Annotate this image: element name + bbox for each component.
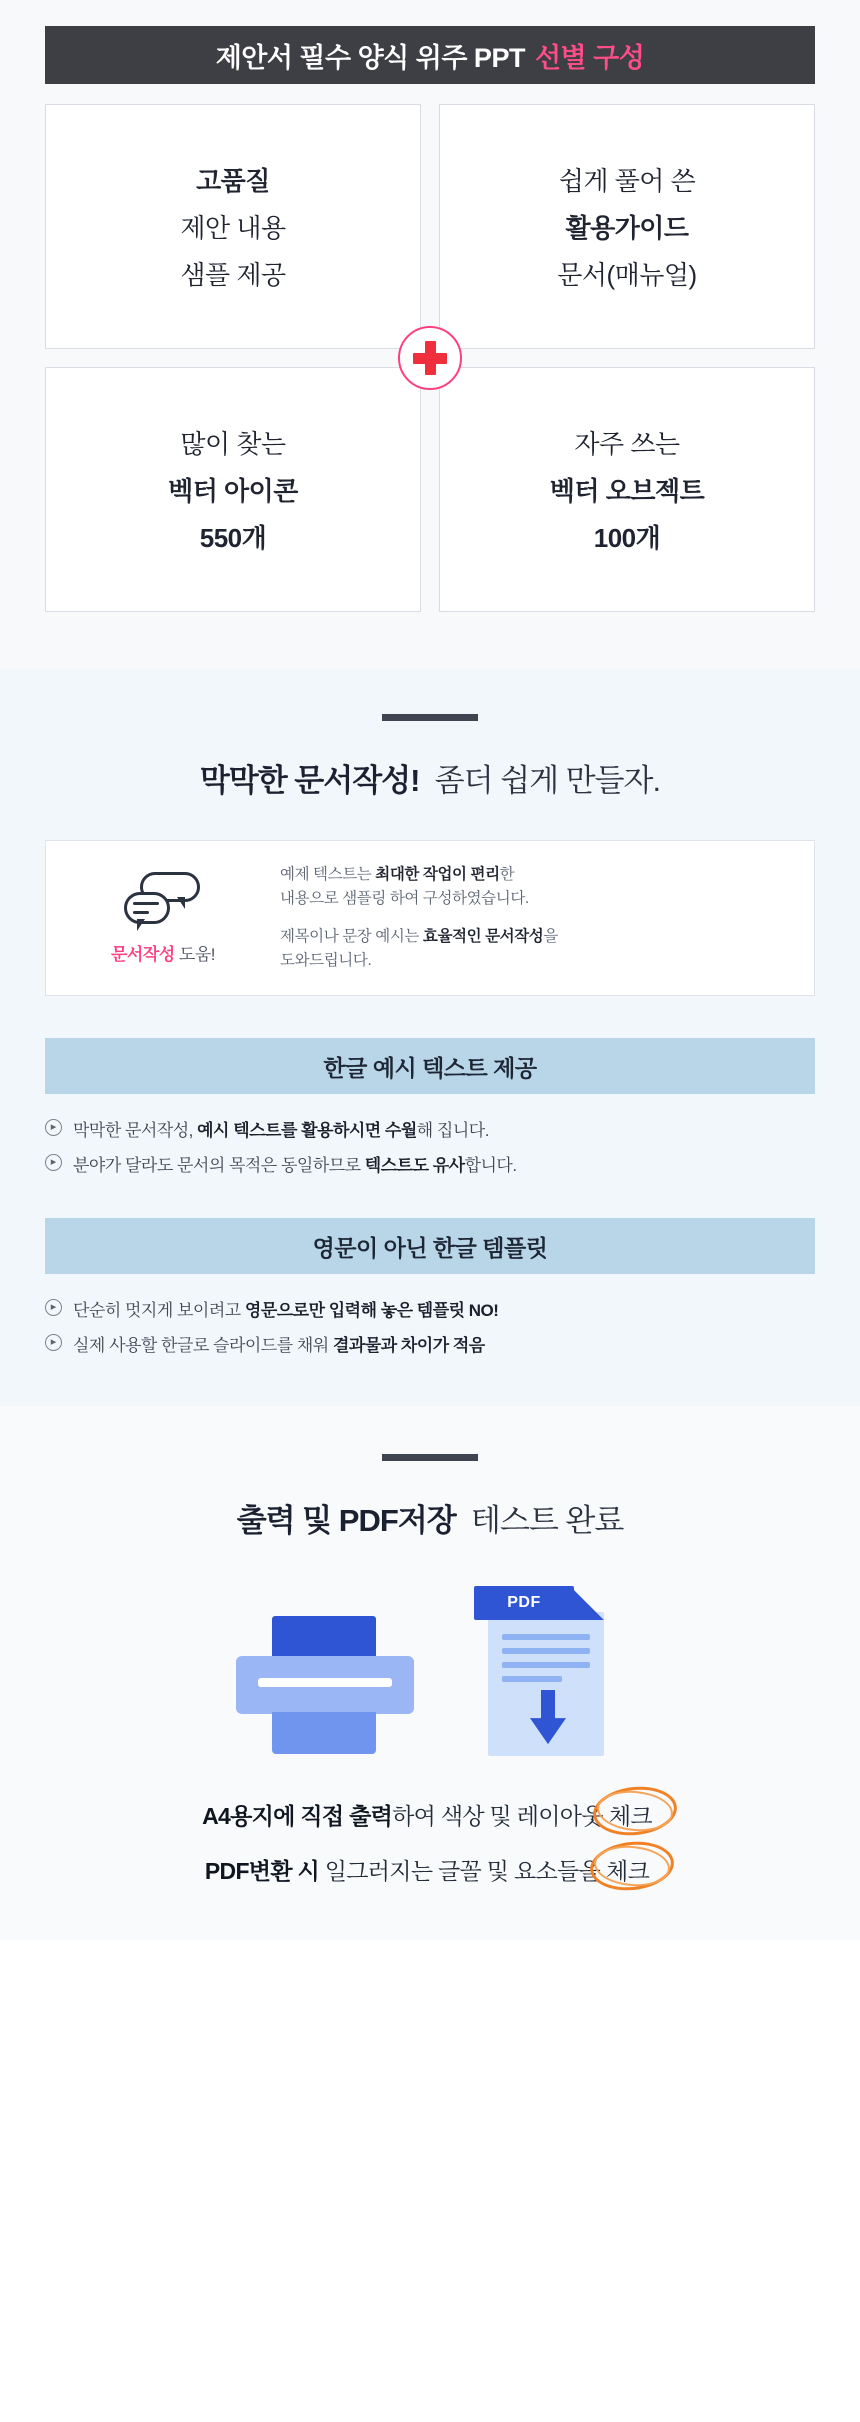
section2-title-normal: 좀더 쉽게 만들자. bbox=[434, 763, 661, 798]
band2-bullet-list bbox=[45, 1296, 815, 1356]
note-p4-post: 도와드립니다. bbox=[280, 952, 372, 970]
band2-label: 영문이 아닌 한글 템플릿 bbox=[312, 1234, 548, 1261]
cell-vector-object bbox=[439, 367, 815, 612]
pdf-file-icon-fold bbox=[570, 1586, 604, 1620]
closing-1-bold: A4용지에 직접 출력 bbox=[202, 1803, 393, 1830]
chevron-right-circle-icon: ▸ bbox=[45, 1299, 62, 1316]
note-p2-post: 내용으로 샘플링 하여 구성하였습니다. bbox=[280, 890, 529, 908]
note-box bbox=[45, 840, 815, 996]
b1-1-bold: 예시 텍스트를 활용하시면 수월 bbox=[197, 1121, 417, 1141]
band-hangul-template bbox=[45, 1218, 815, 1274]
note-p3-post: 을 bbox=[543, 928, 558, 946]
closing-line-2 bbox=[45, 1851, 815, 1888]
pdf-file-icon-line-4 bbox=[502, 1676, 562, 1682]
printer-icon-slot bbox=[258, 1678, 392, 1687]
note-caption bbox=[111, 940, 215, 965]
closing-1-circled: 체크 bbox=[603, 1796, 658, 1833]
cell-guide-line-1: 쉽게 풀어 쓴 bbox=[558, 166, 696, 196]
pdf-file-icon-tab bbox=[474, 1586, 574, 1620]
cell-vector-icon-line-1: 많이 찾는 bbox=[180, 429, 286, 459]
note-box-left bbox=[72, 872, 254, 965]
note-paragraph-1 bbox=[280, 863, 788, 911]
b1-2-bold: 텍스트도 유사 bbox=[364, 1156, 465, 1176]
cell-vector-icon-line-2: 벡터 아이콘 bbox=[168, 476, 298, 506]
b2-1-bold: 영문으로만 입력해 놓은 템플릿 NO! bbox=[244, 1301, 499, 1321]
bullet-text bbox=[73, 1331, 485, 1356]
pdf-file-icon-line-3 bbox=[502, 1662, 590, 1668]
note-p1-pre: 예제 텍스트는 bbox=[280, 866, 376, 883]
download-arrow-icon-stem bbox=[541, 1690, 555, 1720]
note-p3-pre: 제목이나 문장 예시는 bbox=[280, 928, 423, 946]
download-arrow-icon-head bbox=[530, 1718, 566, 1744]
section2-title-bold: 막막한 문서작성! bbox=[199, 763, 420, 798]
printer-icon bbox=[236, 1616, 414, 1756]
speech-bubble-icon-line-1 bbox=[133, 902, 159, 905]
chevron-right-circle-icon: ▸ bbox=[45, 1119, 62, 1136]
section3-title-normal: 테스트 완료 bbox=[470, 1503, 624, 1539]
note-caption-gray: 도움! bbox=[178, 944, 215, 964]
cell-vector-icon bbox=[45, 367, 421, 612]
list-item bbox=[45, 1151, 815, 1176]
section3-title bbox=[0, 1495, 860, 1540]
closing-2-bold: PDF변환 시 bbox=[204, 1858, 320, 1885]
b2-2-pre: 실제 사용할 한글로 슬라이드를 채워 bbox=[73, 1336, 333, 1356]
list-item bbox=[45, 1116, 815, 1141]
list-item bbox=[45, 1331, 815, 1356]
closing-1-normal: 하여 색상 및 레이아웃 bbox=[392, 1803, 603, 1830]
headline-accent-text: 선별 구성 bbox=[534, 42, 645, 73]
bullet-text bbox=[73, 1296, 498, 1321]
headline-main-text: 제안서 필수 양식 위주 PPT bbox=[215, 42, 525, 73]
closing-2-circled: 체크 bbox=[600, 1851, 655, 1888]
bullet-text bbox=[73, 1151, 517, 1176]
section3-title-bold: 출력 및 PDF저장 bbox=[236, 1503, 456, 1539]
cell-quality-line-3: 샘플 제공 bbox=[180, 260, 286, 290]
band-hangul-sample-text bbox=[45, 1038, 815, 1094]
section3-icons-row bbox=[45, 1586, 815, 1756]
section-document-writing bbox=[0, 670, 860, 1406]
b1-1-pre: 막막한 문서작성, bbox=[73, 1121, 198, 1141]
printer-icon-top bbox=[272, 1616, 376, 1660]
list-item bbox=[45, 1296, 815, 1321]
band1-label: 한글 예시 텍스트 제공 bbox=[323, 1054, 537, 1081]
cell-quality-line-1: 고품질 bbox=[196, 166, 270, 196]
chevron-right-circle-icon: ▸ bbox=[45, 1334, 62, 1351]
section1-headline bbox=[45, 26, 815, 84]
note-p3-bold: 효율적인 문서작성 bbox=[422, 928, 544, 946]
feature-grid-wrapper bbox=[45, 104, 815, 612]
closing-2-normal: 일그러지는 글꼴 및 요소들을 bbox=[319, 1858, 601, 1885]
download-arrow-icon bbox=[530, 1690, 566, 1746]
b2-1-pre: 단순히 멋지게 보이려고 bbox=[73, 1301, 245, 1321]
note-paragraph-2 bbox=[280, 925, 788, 973]
cell-quality-line-2: 제안 내용 bbox=[180, 213, 286, 243]
band1-bullet-list bbox=[45, 1116, 815, 1176]
chevron-right-circle-icon: ▸ bbox=[45, 1154, 62, 1171]
closing-lines bbox=[45, 1796, 815, 1888]
pdf-file-icon-line-2 bbox=[502, 1648, 590, 1654]
b1-1-post: 해 집니다. bbox=[416, 1121, 489, 1141]
cell-vector-object-line-2: 벡터 오브젝트 bbox=[549, 476, 705, 506]
speech-bubble-icon-front bbox=[124, 892, 170, 924]
note-caption-pink: 문서작성 bbox=[110, 944, 175, 964]
pdf-file-icon bbox=[474, 1586, 624, 1756]
note-p1-bold: 최대한 작업이 편리 bbox=[375, 866, 500, 883]
b1-2-pre: 분야가 달라도 문서의 목적은 동일하므로 bbox=[73, 1156, 365, 1176]
pdf-label: PDF bbox=[507, 1594, 541, 1612]
section3-divider bbox=[382, 1454, 478, 1461]
note-box-right bbox=[280, 863, 788, 973]
b1-2-post: 합니다. bbox=[464, 1156, 517, 1176]
section2-title bbox=[0, 755, 860, 800]
bullet-text bbox=[73, 1116, 489, 1141]
b2-2-bold: 결과물과 차이가 적음 bbox=[332, 1336, 485, 1356]
pdf-file-icon-line-1 bbox=[502, 1634, 590, 1640]
cell-vector-icon-line-3: 550개 bbox=[199, 523, 267, 553]
cell-vector-object-line-3: 100개 bbox=[593, 523, 661, 553]
section2-divider bbox=[382, 714, 478, 721]
section-ppt-composition bbox=[0, 0, 860, 670]
plus-icon-vertical bbox=[425, 341, 436, 375]
section-print-pdf-test bbox=[0, 1406, 860, 1940]
note-p1-post: 한 bbox=[499, 866, 515, 883]
printer-icon-tray bbox=[272, 1712, 376, 1754]
speech-bubble-icon-line-2 bbox=[133, 911, 149, 914]
plus-icon bbox=[398, 326, 462, 390]
cell-guide bbox=[439, 104, 815, 349]
cell-guide-line-3: 문서(매뉴얼) bbox=[557, 260, 697, 290]
speech-bubble-icon bbox=[124, 872, 202, 928]
cell-vector-object-line-1: 자주 쓰는 bbox=[574, 429, 680, 459]
closing-line-1 bbox=[45, 1796, 815, 1833]
cell-quality bbox=[45, 104, 421, 349]
cell-guide-line-2: 활용가이드 bbox=[565, 213, 689, 243]
